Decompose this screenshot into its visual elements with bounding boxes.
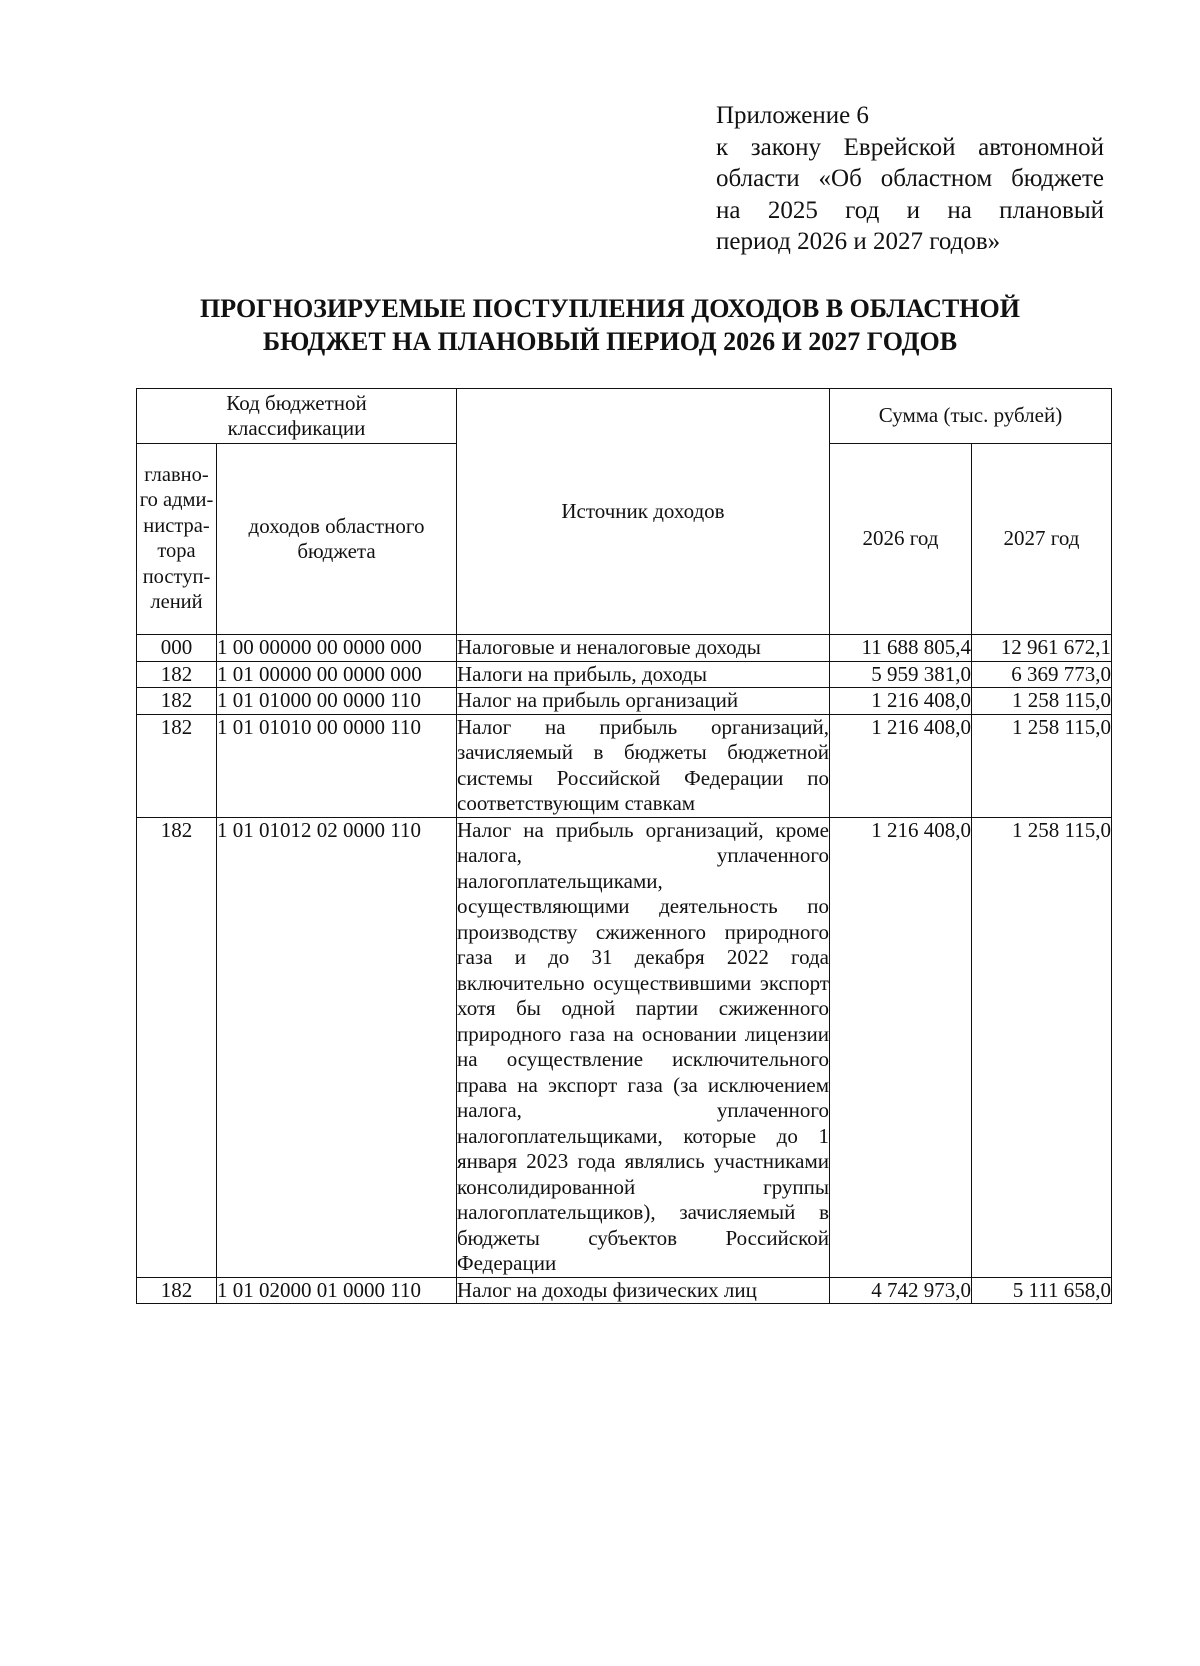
cell-2027: 12 961 672,1 <box>972 635 1112 662</box>
header-admin: главно-го адми-нистра-тора поступ-лений <box>137 444 217 635</box>
cell-code: 1 00 00000 00 0000 000 <box>217 635 457 662</box>
table-row <box>137 688 1112 715</box>
cell-2026: 1 216 408,0 <box>830 817 972 1277</box>
cell-code: 1 01 01010 00 0000 110 <box>217 714 457 817</box>
table-row <box>137 714 1112 817</box>
cell-2027: 1 258 115,0 <box>972 714 1112 817</box>
header-revenue-code: доходов областного бюджета <box>217 444 457 635</box>
cell-admin: 182 <box>137 688 217 715</box>
cell-code: 1 01 01000 00 0000 110 <box>217 688 457 715</box>
header-source: Источник доходов <box>457 389 830 635</box>
table-row <box>137 635 1112 662</box>
title-line-2: БЮДЖЕТ НА ПЛАНОВЫЙ ПЕРИОД 2026 И 2027 ГОДОВ <box>262 327 958 356</box>
header-year-2026: 2026 год <box>830 444 972 635</box>
cell-source: Налог на прибыль организаций, зачисляемый в бюджеты бюджетной системы Российской Федерации по соответствующим ставкам <box>457 714 829 815</box>
appendix-block <box>716 100 1104 258</box>
cell-admin: 000 <box>137 635 217 662</box>
cell-code: 1 01 00000 00 0000 000 <box>217 661 457 688</box>
cell-source: Налог на доходы физических лиц <box>457 1277 830 1304</box>
cell-2027: 1 258 115,0 <box>972 688 1112 715</box>
cell-code: 1 01 01012 02 0000 110 <box>217 817 457 1277</box>
header-sum-group: Сумма (тыс. рублей) <box>830 389 1112 444</box>
cell-2026: 11 688 805,4 <box>830 635 972 662</box>
cell-2027: 5 111 658,0 <box>972 1277 1112 1304</box>
header-code-group: Код бюджетной классификации <box>137 389 457 444</box>
revenue-table <box>136 388 1112 1304</box>
cell-2026: 1 216 408,0 <box>830 714 972 817</box>
appendix-line-law: к закону Еврейской автономной <box>716 133 1104 161</box>
title-line-1: ПРОГНОЗИРУЕМЫЕ ПОСТУПЛЕНИЯ ДОХОДОВ В ОБЛАСТНОЙ <box>200 294 1020 323</box>
cell-source: Налоговые и неналоговые доходы <box>457 635 830 662</box>
table-row <box>137 1277 1112 1304</box>
header-year-2027: 2027 год <box>972 444 1112 635</box>
cell-source: Налог на прибыль организаций, кроме налога, уплаченного налогоплательщиками, осуществляющими деятельность по производству сжиженного природного газа и до 31 декабря 2022 года включительно осуществившими экспорт хотя бы одной партии сжиженного природного газа на основании лицензии на осуществление исключительного права на экспорт газа (за исключением налога, уплаченного налогоплательщиками, которые до 1 января 2023 года являлись участниками консолидированной группы налогоплательщиков), зачисляемый в бюджеты субъектов Российской Федерации <box>457 817 829 1275</box>
cell-2026: 4 742 973,0 <box>830 1277 972 1304</box>
cell-code: 1 01 02000 01 0000 110 <box>217 1277 457 1304</box>
cell-2027: 1 258 115,0 <box>972 817 1112 1277</box>
table-row <box>137 661 1112 688</box>
appendix-line-region: области «Об областном бюджете <box>716 165 1104 192</box>
cell-admin: 182 <box>137 817 217 1277</box>
appendix-line-year: на 2025 год и на плановый <box>716 196 1104 224</box>
cell-admin: 182 <box>137 714 217 817</box>
cell-2026: 1 216 408,0 <box>830 688 972 715</box>
appendix-number: Приложение 6 <box>716 102 869 129</box>
cell-admin: 182 <box>137 661 217 688</box>
document-title <box>140 292 1080 358</box>
table-row <box>137 817 1112 1277</box>
cell-admin: 182 <box>137 1277 217 1304</box>
appendix-line-period: период 2026 и 2027 годов» <box>716 228 1001 255</box>
cell-2027: 6 369 773,0 <box>972 661 1112 688</box>
cell-source: Налоги на прибыль, доходы <box>457 661 830 688</box>
cell-2026: 5 959 381,0 <box>830 661 972 688</box>
cell-source: Налог на прибыль организаций <box>457 688 830 715</box>
